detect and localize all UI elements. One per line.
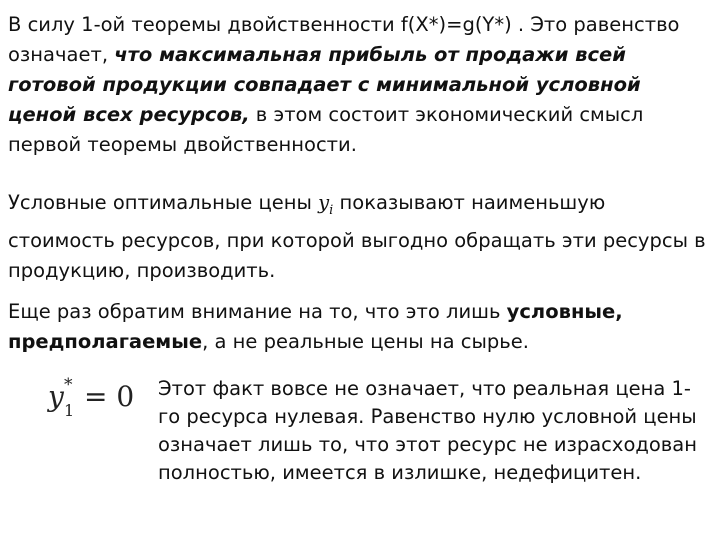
p4-text: Этот факт вовсе не означает, что реальная цена 1-го ресурса нулевая. Равенство нулю условной цены означает лишь то, что этот ресурс не израсходован полностью, имеется в излишке, недефицитен. bbox=[158, 377, 697, 484]
p1-text-b: . Это равенство означает, bbox=[8, 13, 680, 66]
p3-text-a: Еще раз обратим внимание на то, что это лишь bbox=[8, 300, 507, 323]
p3-text-c: , а не реальные цены на сырье. bbox=[202, 330, 529, 353]
p3-emphasis: условные, предполагаемые bbox=[8, 300, 623, 353]
formula-rhs: = 0 bbox=[84, 380, 135, 413]
p2-text-b: показывают наименьшую стоимость ресурсов, при которой выгодно обращать эти ресурсы в продукцию, производить. bbox=[8, 191, 706, 282]
paragraph-attention bbox=[8, 297, 708, 357]
p2-variable: y bbox=[318, 191, 330, 214]
formula-variable: y bbox=[48, 380, 64, 413]
p2-text-a: Условные оптимальные цены bbox=[8, 191, 319, 214]
p1-equation: f(X*)=g(Y*) bbox=[400, 13, 512, 36]
p1-emphasis: что максимальная прибыль от продажи всей готовой продукции совпадает с минимальной условной ценой всех ресурсов, bbox=[8, 43, 641, 126]
formula-superscript: * bbox=[64, 375, 73, 395]
paragraph-duality-theorem bbox=[8, 10, 708, 160]
formula-svg bbox=[40, 374, 145, 422]
p2-variable-subscript: i bbox=[329, 202, 334, 218]
formula-y1-equals-zero bbox=[40, 374, 145, 422]
paragraph-zero-price-meaning bbox=[158, 375, 698, 487]
p1-text-a: В силу 1-ой теоремы двойственности bbox=[8, 13, 401, 36]
paragraph-conditional-prices bbox=[8, 188, 708, 286]
p1-text-d: в этом состоит экономический смысл первой теоремы двойственности. bbox=[8, 103, 644, 156]
formula-subscript: 1 bbox=[64, 401, 75, 420]
